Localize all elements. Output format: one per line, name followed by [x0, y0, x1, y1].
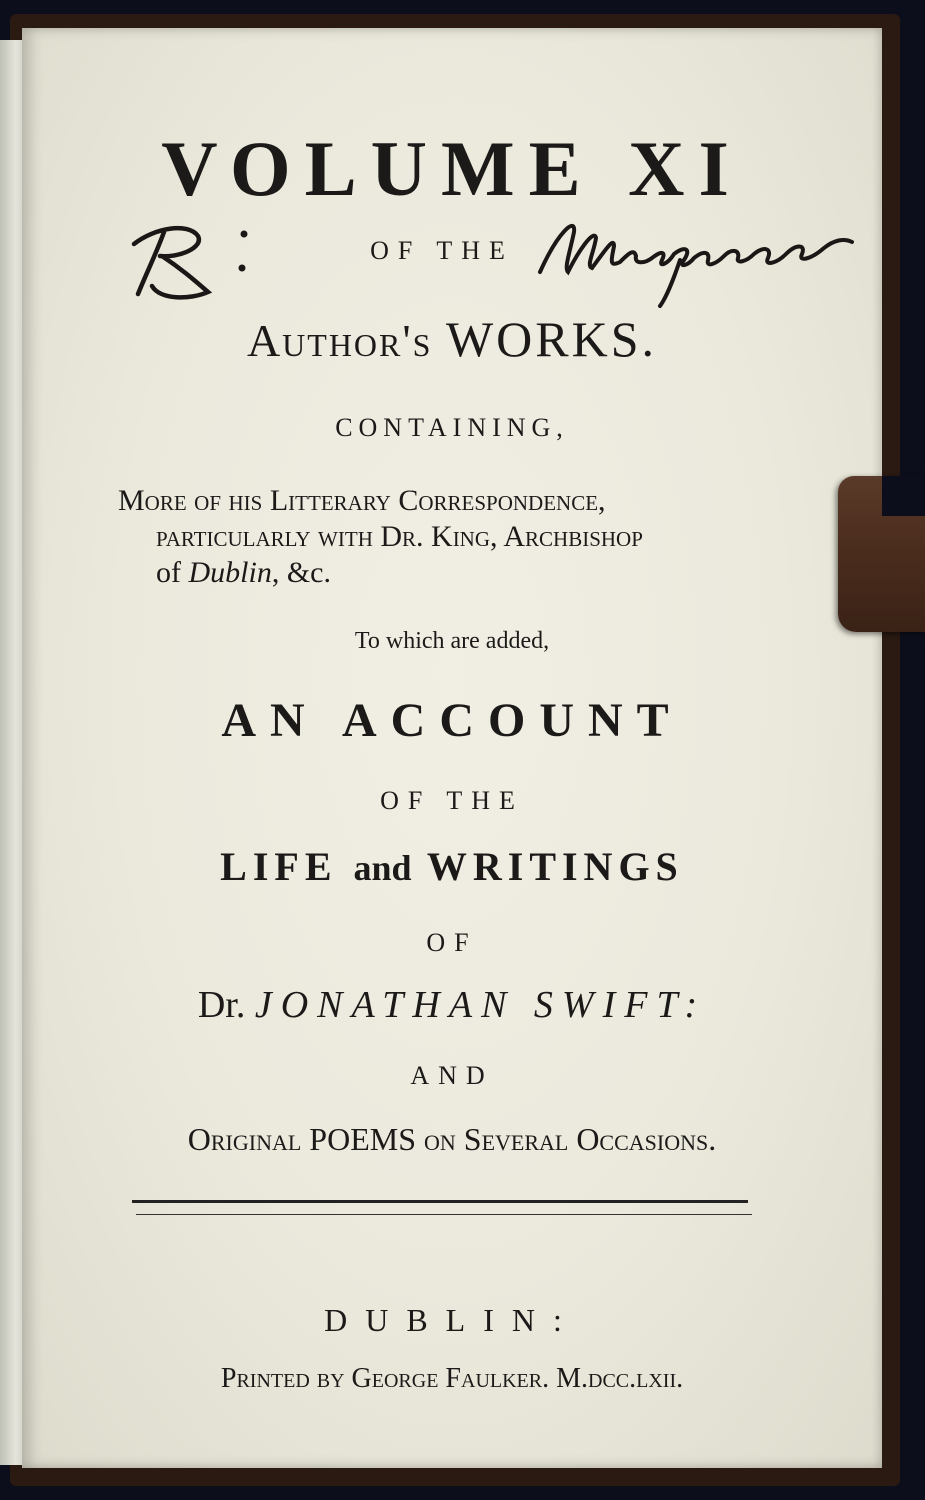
correspondence-line-2: particularly with Dr. King, Archbishop: [156, 520, 643, 553]
double-rule-top: [132, 1200, 748, 1203]
book-clasp: [838, 476, 925, 632]
dr-prefix: Dr.: [197, 984, 246, 1026]
correspondence-block: [118, 483, 798, 591]
works-prefix: Author's: [246, 315, 433, 366]
handwritten-initial: [116, 208, 266, 308]
double-rule-bottom: [136, 1214, 752, 1215]
and-line: AND: [410, 1061, 494, 1090]
correspondence-line-1: More of his Litterary Correspondence,: [118, 484, 606, 517]
life-writings-heading: [22, 843, 882, 890]
containing-line: CONTAINING,: [335, 413, 569, 442]
title-page: [22, 28, 882, 1468]
of-the-line: OF THE: [370, 236, 514, 265]
handwritten-signature: [534, 202, 854, 312]
of-word: of: [156, 556, 189, 589]
life-word: LIFE: [220, 844, 338, 889]
of-line: OF: [426, 928, 478, 957]
poems-line: Original POEMS on Several Occasions.: [187, 1121, 717, 1157]
swift-name: JONATHAN SWIFT:: [254, 984, 707, 1026]
dublin-italic: Dublin: [188, 556, 272, 589]
volume-heading: VOLUME XI: [161, 125, 743, 212]
added-line: To which are added,: [354, 628, 550, 654]
correspondence-line-3: [118, 555, 798, 591]
imprint-printer: Printed by George Faulker. M.dcc.lxii.: [220, 1363, 684, 1394]
writings-word: WRITINGS: [426, 844, 684, 889]
account-heading: AN ACCOUNT: [221, 694, 683, 747]
etc-word: , &c.: [271, 556, 331, 589]
author-name: [22, 983, 882, 1027]
works-main: WORKS.: [445, 311, 658, 367]
of-the-line-2: OF THE: [380, 786, 524, 815]
works-heading: [22, 310, 882, 368]
imprint-city: DUBLIN:: [324, 1302, 580, 1338]
and-word: and: [353, 848, 412, 888]
